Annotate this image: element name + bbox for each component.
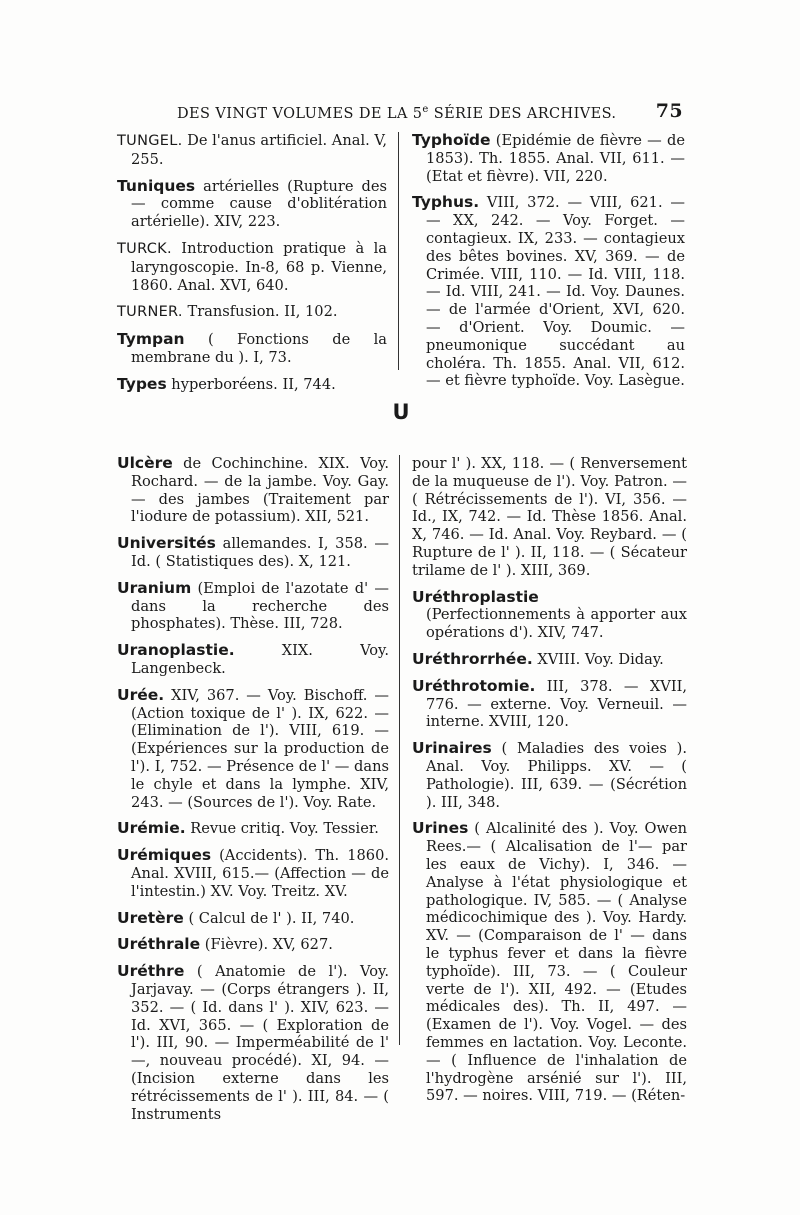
entry-text: (Accidents). Th. 1860. Anal. XVIII, 615.— (Affection — de l'intestin.) XV. Voy. Treitz. XV. xyxy=(131,847,389,900)
index-entry xyxy=(412,820,687,1105)
index-entry xyxy=(412,651,687,669)
index-entry xyxy=(117,303,387,322)
entry-text: XVIII. Voy. Diday. xyxy=(532,650,664,668)
entry-headword: Uretère xyxy=(117,908,184,927)
entry-headword: Uréthre xyxy=(117,962,185,981)
index-entry xyxy=(412,455,687,580)
entry-headword: Uréthrorrhée. xyxy=(412,649,533,668)
entry-text: XIV, 367. — Voy. Bischoff. — (Action toxique de l' ). IX, 622. — (Elimination de l'). VIII, 619. — (Expériences sur la production de l'). I, 752. — Présence de l' — dans le chyle et dans la lymphe. XIV, 243. — (Sources de l'). Voy. Rate. xyxy=(131,686,389,811)
entry-text: ( Maladies des voies ). Anal. Voy. Philipps. XV. — ( Pathologie). III, 639. — (Sécrétion ). III, 348. xyxy=(426,740,687,811)
running-title-pre: DES VINGT VOLUMES DE LA 5 xyxy=(177,105,423,122)
index-entry xyxy=(117,240,387,294)
entry-text: de Cochinchine. XIX. Voy. Rochard. — de la jambe. Voy. Gay. — des jambes (Traitement par l'iodure de potassium). XII, 521. xyxy=(131,455,389,526)
entry-text: pour l' ). XX, 118. — ( Renversement de la muqueuse de l'). Voy. Patron. — ( Rétrécissements de l'). VI, 356. — Id., IX, 742. — Id. Thèse 1856. Anal. X, 746. — Id. Anal. Voy. Reybard. — ( Rupture de l' ). II, 118. — ( Sécateur trilame de l' ). XIII, 369. xyxy=(412,455,687,579)
index-entry xyxy=(117,820,389,838)
index-entry xyxy=(117,178,387,231)
entry-headword: Types xyxy=(117,374,167,393)
column-divider-bottom xyxy=(399,455,400,1045)
entry-headword: TURCK. xyxy=(117,240,172,257)
entry-headword: TUNGEL. xyxy=(117,133,183,149)
index-entry xyxy=(412,132,685,185)
index-entry xyxy=(117,642,389,678)
entry-headword: Typhoïde xyxy=(412,131,491,149)
index-entry xyxy=(117,910,389,928)
index-entry xyxy=(117,535,389,571)
entry-headword: Urémiques xyxy=(117,846,212,865)
index-entry xyxy=(117,580,389,633)
entry-headword: Uranoplastie. xyxy=(117,641,235,660)
entry-text: ( Alcalinité des ). Voy. Owen Rees.— ( Alcalisation de l'— par les eaux de Vichy). I, 346. — Analyse à l'état physiologique et pathologique. IV, 585. — ( Analyse médicochimique des ). Voy. Hardy. XV. — (Comparaison de l' — dans le typhus fever et dans la fièvre typhoïde). III, 73. — ( Couleur verte de l'). XII, 492. — (Etudes médicales des). Th. II, 497. — (Examen de l'). Voy. Vogel. — des femmes en lactation. Voy. Leconte. — ( Influence de l'inhalation de l'hydrogène arsénié sur l'). III, 597. — noires. VIII, 719. — (Réten- xyxy=(426,820,687,1105)
entry-headword: Urines xyxy=(412,819,469,838)
entry-headword: Typhus. xyxy=(412,193,480,212)
entry-text: VIII, 372. — VIII, 621. — — XX, 242. — Voy. Forget. — contagieux. IX, 233. — contagieux des bêtes bovines. XV, 369. — de Crimée. VIII, 110. — Id. VIII, 118. — Id. VIII, 241. — Id. Voy. Daunes. — de l'armée d'Orient, XVI, 620. — d'Orient. Voy. Doumic. — pneumonique succédant au choléra. Th. 1855. Anal. VII, 612. — et fièvre typhoïde. Voy. Lasègue. xyxy=(426,194,685,390)
entry-text: Revue critiq. Voy. Tessier. xyxy=(185,820,379,838)
index-entry xyxy=(117,455,389,526)
entry-headword: Uréthroplastie xyxy=(412,587,539,606)
entry-text: III, 378. — XVII, 776. — externe. Voy. Verneuil. — interne. XVIII, 120. xyxy=(426,677,687,731)
running-title xyxy=(177,104,616,122)
entry-text: hyperboréens. II, 744. xyxy=(166,375,336,393)
index-entry xyxy=(117,132,387,169)
entry-headword: TURNER. xyxy=(117,304,183,321)
entry-headword: Urée. xyxy=(117,685,165,704)
entry-text: (Epidémie de fièvre — de 1853). Th. 1855. Anal. VII, 611. — (Etat et fièvre). VII, 220. xyxy=(426,132,685,185)
entry-text: (Emploi de l'azotate d' — dans la recherche des phosphates). Thèse. III, 728. xyxy=(131,579,389,633)
entry-headword: Ulcère xyxy=(117,454,173,472)
entry-text: (Fièvre). XV, 627. xyxy=(200,936,333,954)
bottom-right-column xyxy=(412,455,687,1114)
running-title-sup: e xyxy=(422,104,429,115)
index-entry xyxy=(117,847,389,900)
index-entry xyxy=(412,678,687,731)
entry-headword: Universités xyxy=(117,534,216,553)
entry-text: De l'anus artificiel. Anal. V, 255. xyxy=(131,132,388,168)
top-right-column xyxy=(412,132,685,399)
entry-text: artérielles (Rupture des — comme cause d'oblitération artérielle). XIV, 223. xyxy=(131,177,387,231)
entry-headword: Tympan xyxy=(117,330,185,349)
running-header xyxy=(117,102,683,126)
index-entry xyxy=(412,740,687,811)
entry-text: Introduction pratique à la laryngoscopie. In-8, 68 p. Vienne, 1860. Anal. XVI, 640. xyxy=(131,239,387,294)
section-letter: U xyxy=(392,400,410,424)
index-entry xyxy=(412,589,687,642)
page-number: 75 xyxy=(655,100,683,122)
index-entry xyxy=(412,194,685,390)
column-divider-top xyxy=(398,132,399,370)
index-entry xyxy=(117,376,387,394)
entry-text: allemandes. I, 358. — Id. ( Statistiques des). X, 121. xyxy=(131,535,389,570)
entry-text: (Perfectionnements à apporter aux opérations d'). XIV, 747. xyxy=(426,606,687,642)
index-entry xyxy=(117,936,389,954)
entry-headword: Uranium xyxy=(117,578,192,597)
entry-text: Transfusion. II, 102. xyxy=(182,303,338,321)
index-entry xyxy=(117,687,389,812)
index-entry xyxy=(117,963,389,1123)
entry-headword: Tuniques xyxy=(117,176,196,195)
entry-headword: Uréthrale xyxy=(117,935,201,954)
running-title-post: SÉRIE DES ARCHIVES. xyxy=(428,105,617,122)
bottom-left-column xyxy=(117,455,389,1132)
entry-text: XIX. Voy. Langenbeck. xyxy=(131,642,389,677)
top-left-column xyxy=(117,132,387,403)
entry-text: ( Anatomie de l'). Voy. Jarjavay. — (Corps étrangers ). II, 352. — ( Id. dans l' ). XIV, 623. — Id. XVI, 365. — ( Exploration de l'). III, 90. — Imperméabilité de l' —, nouveau procédé). XI, 94. —(Incision externe dans les rétrécissements de l' ). III, 84. — ( Instruments xyxy=(131,963,389,1123)
entry-text: ( Calcul de l' ). II, 740. xyxy=(183,909,355,927)
entry-headword: Urémie. xyxy=(117,819,186,838)
entry-headword: Uréthrotomie. xyxy=(412,676,536,695)
entry-text: ( Fonctions de la membrane du ). I, 73. xyxy=(131,331,387,366)
entry-headword: Urinaires xyxy=(412,739,492,758)
index-entry xyxy=(117,331,387,367)
